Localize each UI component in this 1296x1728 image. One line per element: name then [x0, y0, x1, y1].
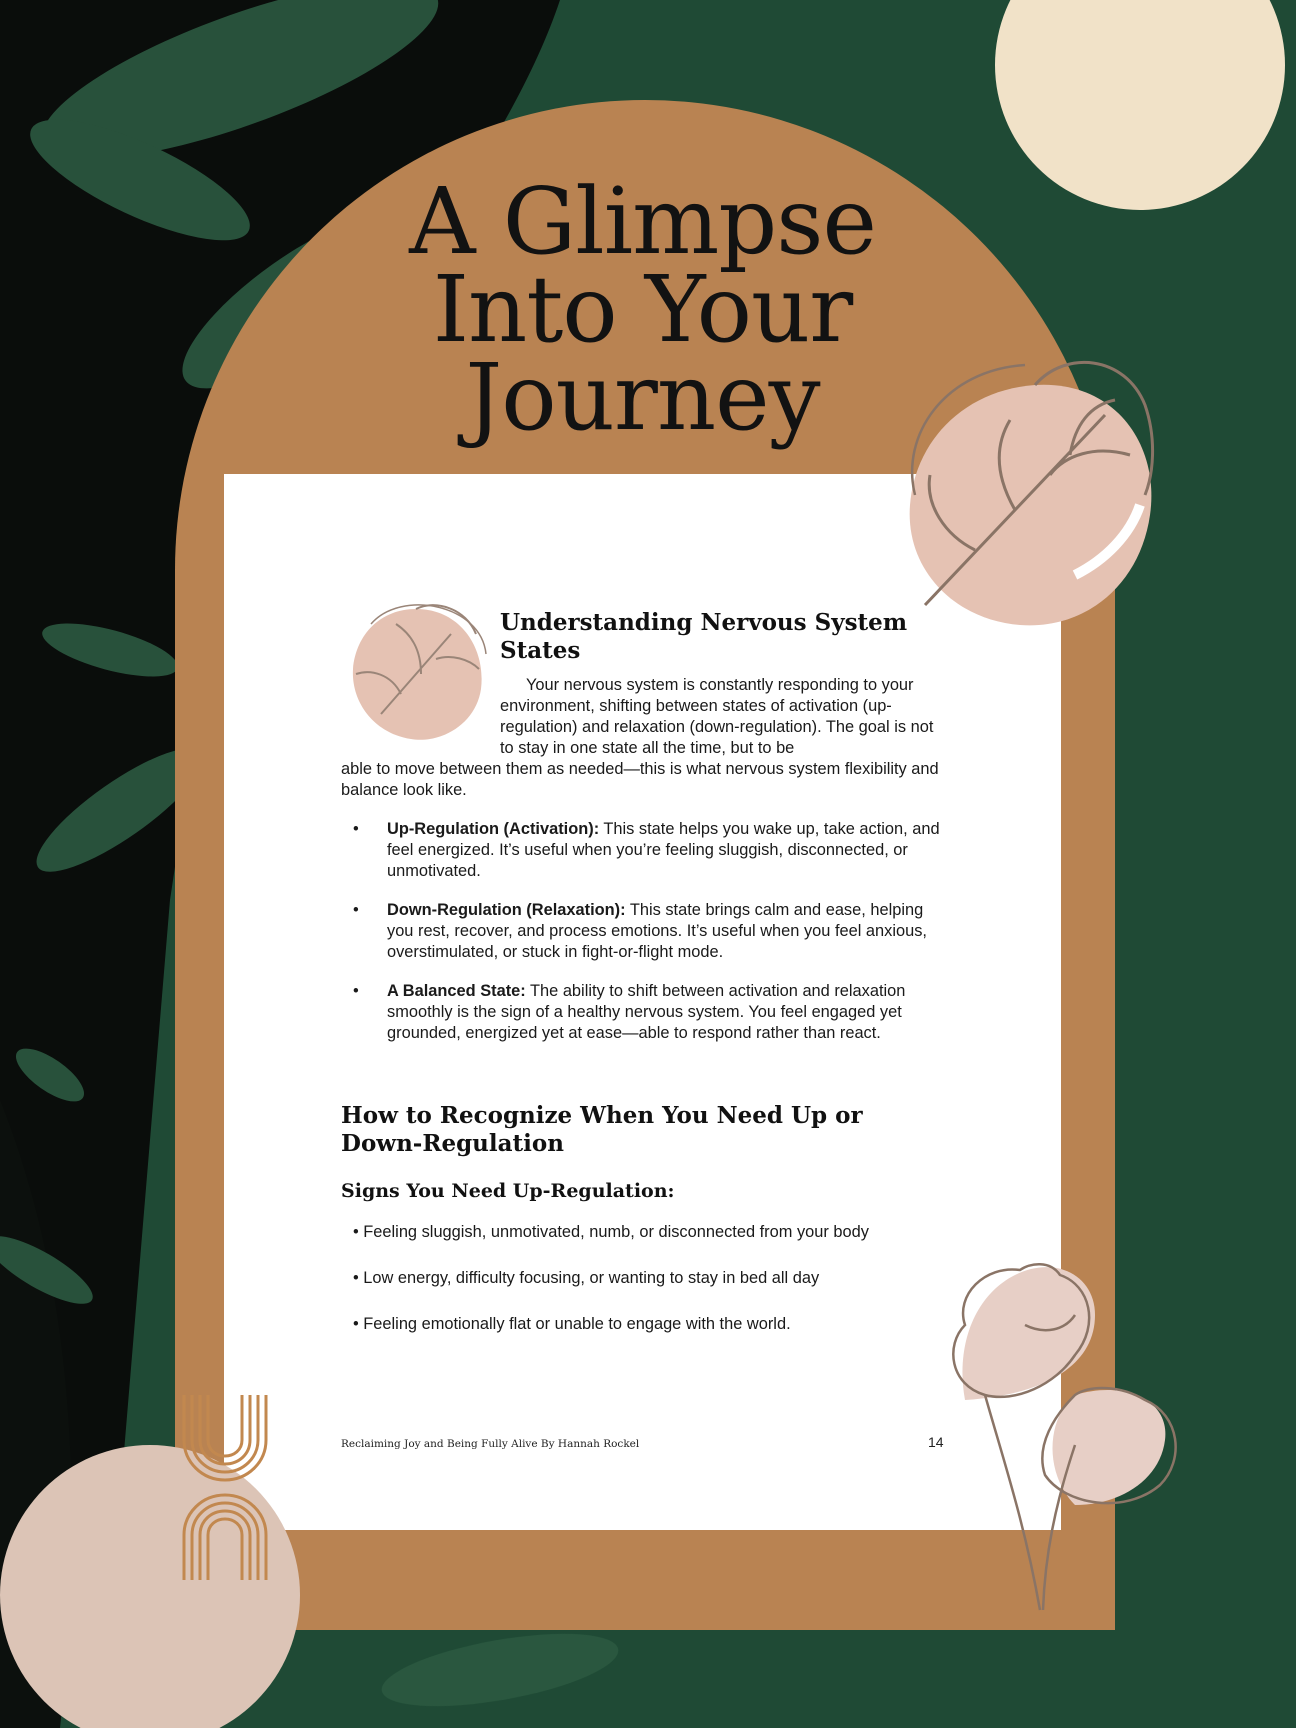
item-label: A Balanced State: — [387, 982, 526, 1000]
states-list — [341, 819, 951, 1044]
subheading-up-regulation: Signs You Need Up-Regulation: — [341, 1180, 675, 1202]
item-text: This state helps you wake up, take action, and feel energized. It’s useful when you’re feeling sluggish, disconnected, or unmotivated. — [387, 820, 940, 880]
list-item — [341, 900, 951, 963]
bullet: • — [353, 901, 359, 919]
list-item: • Feeling emotionally flat or unable to engage with the world. — [353, 1315, 791, 1333]
list-item — [341, 981, 951, 1044]
signs-list — [341, 1222, 951, 1335]
section-heading-states: Understanding Nervous System States — [500, 609, 908, 664]
intro-paragraph — [341, 675, 951, 801]
item-label: Up-Regulation (Activation): — [387, 820, 600, 838]
title-line-2: Into Your — [432, 256, 853, 363]
page-number: 14 — [928, 1434, 944, 1450]
title-line-3: Journey — [465, 344, 820, 451]
item-label: Down-Regulation (Relaxation): — [387, 901, 626, 919]
list-item — [341, 819, 951, 882]
section-heading-recognize: How to Recognize When You Need Up or Down-Regulation — [341, 1102, 863, 1157]
document-content — [341, 609, 951, 1360]
item-text: The ability to shift between activation and relaxation smoothly is the sign of a healthy nervous system. You feel engaged yet grounded, energized yet at ease—able to respond rather than react. — [387, 982, 906, 1042]
heart-leaf-icon — [925, 1245, 1205, 1615]
rainbow-arch-icon — [180, 1395, 270, 1580]
list-item: • Low energy, difficulty focusing, or wanting to stay in bed all day — [353, 1269, 820, 1287]
intro-text-part1: Your nervous system is constantly responding to your environment, shifting between states of activation (up-regulation) and relaxation (down-regulation). The goal is not to stay in one state all the time, but to be — [500, 676, 934, 757]
title-line-1: A Glimpse — [409, 168, 876, 275]
bullet: • — [353, 982, 359, 1000]
bullet: • — [353, 820, 359, 838]
intro-text-part2: able to move between them as needed—this is what nervous system flexibility and balance look like. — [341, 760, 939, 799]
item-text: This state brings calm and ease, helping you rest, recover, and process emotions. It’s useful when you feel anxious, overstimulated, or stuck in fight-or-flight mode. — [387, 901, 927, 961]
monstera-leaf-icon — [885, 345, 1165, 640]
footer-credit: Reclaiming Joy and Being Fully Alive By Hannah Rockel — [341, 1438, 640, 1450]
list-item: • Feeling sluggish, unmotivated, numb, or disconnected from your body — [353, 1223, 869, 1241]
